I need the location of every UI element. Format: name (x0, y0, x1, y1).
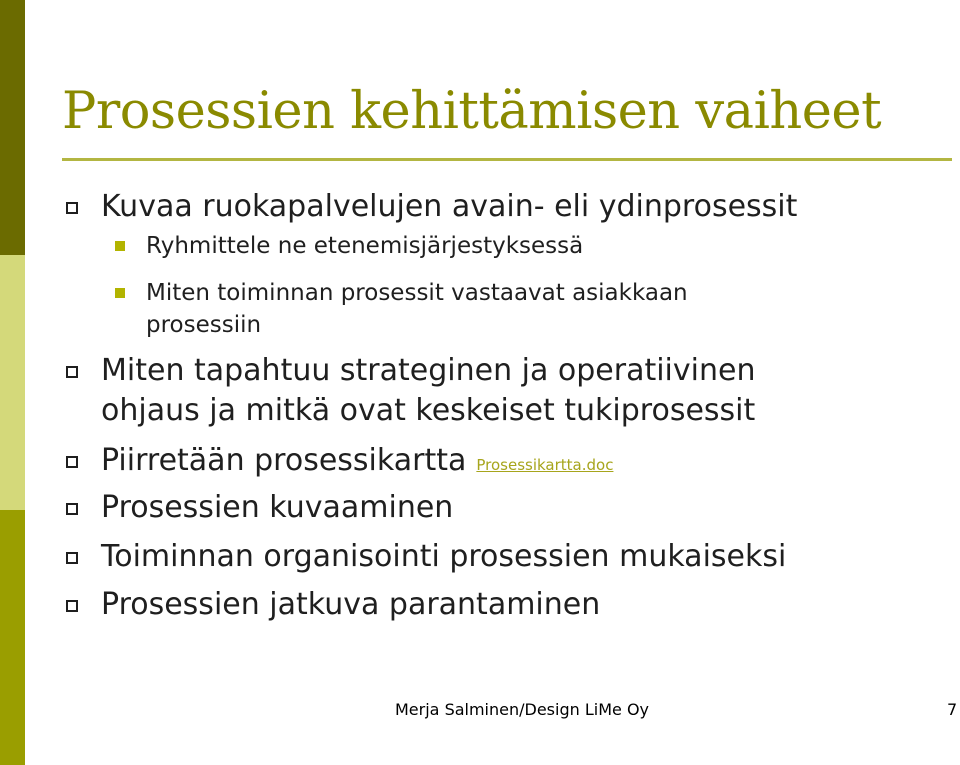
bullet-item-6: Prosessien jatkuva parantaminen (101, 587, 601, 622)
bullet-item-1: Kuvaa ruokapalvelujen avain- eli ydinprosessit (101, 189, 798, 224)
bullet-item-2: Miten tapahtuu strateginen ja operatiivinen (101, 353, 756, 388)
title-divider (62, 158, 952, 161)
square-bullet-icon (66, 202, 78, 214)
slide-title: Prosessien kehittämisen vaiheet (62, 82, 882, 141)
side-bar-segment-top (0, 0, 25, 255)
filled-square-bullet-icon (115, 241, 125, 251)
filled-square-bullet-icon (115, 288, 125, 298)
bullet-item-5: Toiminnan organisointi prosessien mukaiseksi (101, 539, 787, 574)
prosessikartta-link[interactable]: Prosessikartta.doc (476, 456, 614, 474)
bullet-item-2-continued: ohjaus ja mitkä ovat keskeiset tukiprosessit (101, 393, 756, 428)
square-bullet-icon (66, 600, 78, 612)
square-bullet-icon (66, 456, 78, 468)
page-number: 7 (947, 700, 958, 719)
bullet-item-4: Prosessien kuvaaminen (101, 490, 454, 525)
sub-bullet-item-1: Ryhmittele ne etenemisjärjestyksessä (146, 233, 584, 259)
bullet-item-3-text: Piirretään prosessikartta (101, 443, 467, 478)
square-bullet-icon (66, 503, 78, 515)
slide-footer: Merja Salminen/Design LiMe Oy (395, 700, 649, 719)
square-bullet-icon (66, 366, 78, 378)
side-bar-segment-bottom (0, 510, 25, 765)
sub-bullet-item-2: Miten toiminnan prosessit vastaavat asiakkaan (146, 280, 688, 306)
square-bullet-icon (66, 552, 78, 564)
bullet-item-3 (101, 441, 613, 485)
side-bar (0, 0, 25, 765)
side-bar-segment-middle (0, 255, 25, 510)
sub-bullet-item-2-continued: prosessiin (146, 312, 262, 338)
